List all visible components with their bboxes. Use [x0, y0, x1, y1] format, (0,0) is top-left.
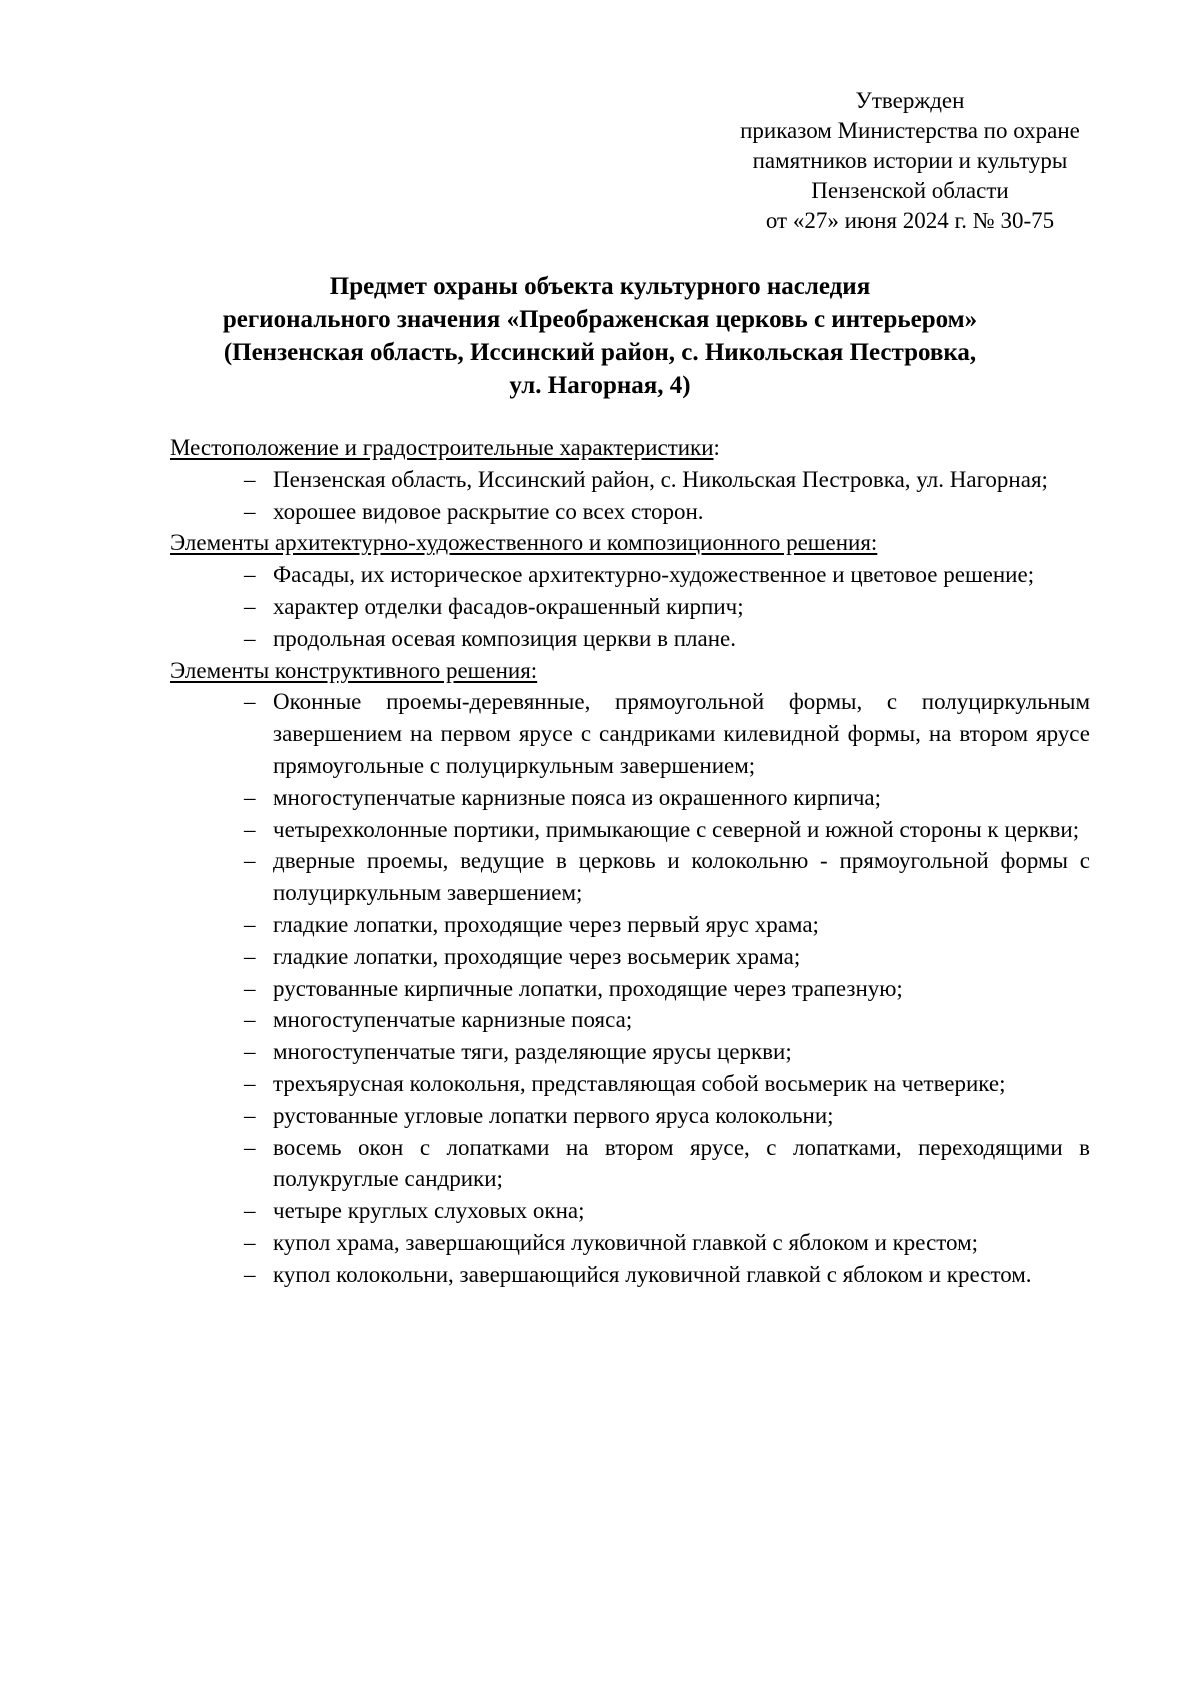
- list-item-text: гладкие лопатки, проходящие через восьмерик храма;: [273, 943, 801, 969]
- title-line: Предмет охраны объекта культурного наследия: [329, 273, 871, 300]
- list-item: [170, 782, 1090, 814]
- title-line: регионального значения «Преображенская церковь с интерьером»: [222, 306, 978, 333]
- section-list: [170, 686, 1090, 1290]
- list-item: [170, 973, 1090, 1005]
- list-item: [170, 591, 1090, 623]
- approval-line: памятников истории и культуры: [752, 148, 1068, 173]
- dash-marker: –: [244, 1134, 256, 1160]
- list-item-text: купол колокольни, завершающийся луковичной главкой с яблоком и крестом.: [273, 1261, 1032, 1287]
- dash-marker: –: [244, 625, 256, 651]
- dash-marker: –: [244, 1198, 256, 1224]
- list-item: [170, 1227, 1090, 1259]
- section-structural: [170, 655, 1090, 1291]
- dash-marker: –: [244, 689, 256, 715]
- section-heading: Местоположение и градостроительные характеристики: [170, 435, 714, 460]
- section-location: [170, 432, 1090, 527]
- section-heading: Элементы конструктивного решения:: [170, 657, 538, 683]
- list-item-text: хорошее видовое раскрытие со всех сторон.: [273, 498, 704, 524]
- approval-line: Пензенской области: [811, 178, 1009, 203]
- approval-stamp: [700, 86, 1120, 236]
- list-item-text: Фасады, их историческое архитектурно-художественное и цветовое решение;: [273, 562, 1035, 588]
- dash-marker: –: [244, 784, 256, 810]
- section-heading-suffix: :: [713, 435, 720, 460]
- list-item: [170, 464, 1090, 496]
- list-item: [170, 1036, 1090, 1068]
- list-item: [170, 496, 1090, 528]
- dash-marker: –: [244, 848, 256, 874]
- list-item-text: продольная осевая композиция церкви в плане.: [273, 625, 736, 651]
- approval-line: Утвержден: [855, 88, 965, 113]
- list-item: [170, 1259, 1090, 1291]
- list-item-text: Оконные проемы-деревянные, прямоугольной формы, с полуциркульным завершением на первом ярусе с сандриками килевидной формы, на втором ярусе прямоугольные с полуциркульным завершением;: [273, 689, 1090, 778]
- section-heading: Элементы архитектурно-художественного и композиционного решения:: [170, 530, 878, 556]
- dash-marker: –: [244, 593, 256, 619]
- approval-line: приказом Министерства по охране: [740, 118, 1080, 143]
- dash-marker: –: [244, 1007, 256, 1033]
- list-item-text: гладкие лопатки, проходящие через первый ярус храма;: [273, 911, 819, 937]
- dash-marker: –: [244, 1102, 256, 1128]
- list-item: [170, 559, 1090, 591]
- dash-marker: –: [244, 816, 256, 842]
- list-item-text: восемь окон с лопатками на втором ярусе, с лопатками, переходящими в полукруглые сандрики;: [273, 1134, 1090, 1192]
- approval-line: от «27» июня 2024 г. № 30-75: [765, 208, 1055, 233]
- dash-marker: –: [244, 466, 256, 492]
- section-heading-line: [170, 655, 1090, 687]
- list-item: [170, 814, 1090, 846]
- list-item: [170, 941, 1090, 973]
- list-item: [170, 623, 1090, 655]
- title-line: ул. Нагорная, 4): [509, 372, 691, 399]
- list-item-text: характер отделки фасадов-окрашенный кирпич;: [273, 593, 744, 619]
- list-item: [170, 1004, 1090, 1036]
- list-item-text: четыре круглых слуховых окна;: [273, 1198, 585, 1224]
- dash-marker: –: [244, 1229, 256, 1255]
- list-item: [170, 686, 1090, 781]
- dash-marker: –: [244, 1070, 256, 1096]
- dash-marker: –: [244, 911, 256, 937]
- document-title: [160, 270, 1040, 402]
- section-list: [170, 559, 1090, 654]
- dash-marker: –: [244, 562, 256, 588]
- list-item-text: рустованные угловые лопатки первого яруса колокольни;: [273, 1102, 834, 1128]
- list-item-text: дверные проемы, ведущие в церковь и колокольню - прямоугольной формы с полуциркульным завершением;: [273, 848, 1090, 906]
- dash-marker: –: [244, 1039, 256, 1065]
- list-item-text: Пензенская область, Иссинский район, с. Никольская Пестровка, ул. Нагорная;: [273, 466, 1048, 492]
- title-line: (Пензенская область, Иссинский район, с. Никольская Пестровка,: [223, 339, 977, 366]
- dash-marker: –: [244, 1261, 256, 1287]
- list-item: [170, 1195, 1090, 1227]
- list-item-text: купол храма, завершающийся луковичной главкой с яблоком и крестом;: [273, 1229, 979, 1255]
- list-item: [170, 1100, 1090, 1132]
- section-list: [170, 464, 1090, 528]
- list-item-text: рустованные кирпичные лопатки, проходящие через трапезную;: [273, 975, 903, 1001]
- list-item: [170, 1132, 1090, 1196]
- list-item-text: многоступенчатые тяги, разделяющие ярусы церкви;: [273, 1039, 792, 1065]
- list-item-text: многоступенчатые карнизные пояса из окрашенного кирпича;: [273, 784, 882, 810]
- dash-marker: –: [244, 943, 256, 969]
- list-item: [170, 845, 1090, 909]
- list-item-text: трехъярусная колокольня, представляющая собой восьмерик на четверике;: [273, 1070, 1006, 1096]
- section-heading-line: [170, 527, 1090, 559]
- dash-marker: –: [244, 498, 256, 524]
- section-heading-line: [170, 432, 1090, 464]
- list-item: [170, 1068, 1090, 1100]
- dash-marker: –: [244, 975, 256, 1001]
- list-item-text: четырехколонные портики, примыкающие с северной и южной стороны к церкви;: [273, 816, 1080, 842]
- document-body: [170, 432, 1090, 1291]
- list-item: [170, 909, 1090, 941]
- list-item-text: многоступенчатые карнизные пояса;: [273, 1007, 633, 1033]
- section-architectural: [170, 527, 1090, 654]
